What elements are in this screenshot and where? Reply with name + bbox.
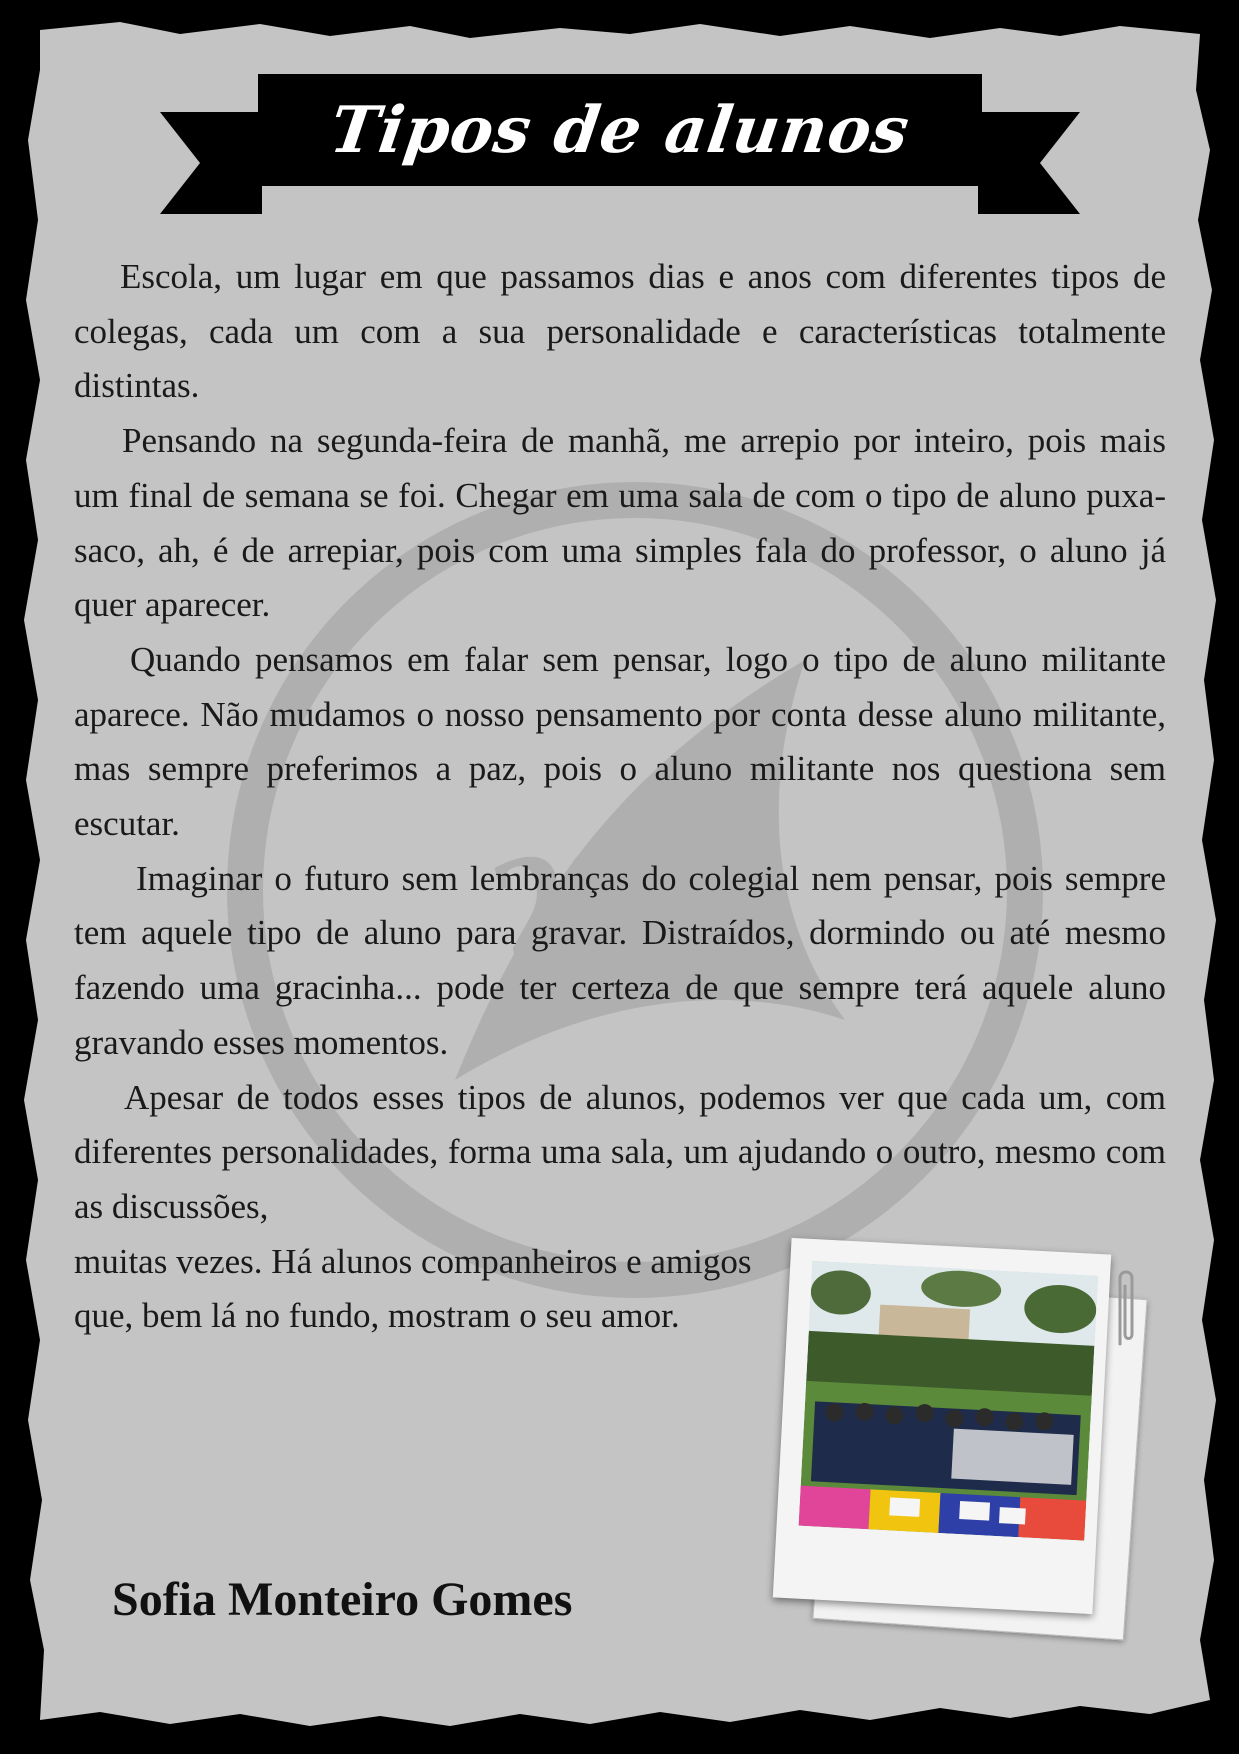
polaroid-frame bbox=[773, 1238, 1111, 1614]
paragraph-3: Quando pensamos em falar sem pensar, logo o tipo de aluno militante aparece. Não mudamos o nosso pensamento por conta desse aluno militante, mas sempre preferimos a paz, pois o aluno militante nos questiona sem escutar. bbox=[74, 639, 1166, 844]
paragraph-4: Imaginar o futuro sem lembranças do colegial nem pensar, pois sempre tem aquele tipo de aluno para gravar. Distraídos, dormindo ou até mesmo fazendo uma gracinha... pode ter certeza de que sempre terá aquele aluno gravando esses momentos. bbox=[74, 858, 1166, 1062]
paragraph-2: Pensando na segunda-feira de manhã, me arrepio por inteiro, pois mais um final de semana se foi. Chegar em uma sala de com o tipo de aluno puxa-saco, ah, é de arrepiar, pois com uma simples fala do professor, o aluno já quer aparecer. bbox=[74, 421, 1166, 625]
paragraph-5-part-1: Apesar de todos esses tipos de alunos, podemos ver que cada um, com diferentes personalidades, forma uma sala, um ajudando o outro, mesmo com as discussões, bbox=[74, 1077, 1166, 1226]
watermark-text: 21D bbox=[475, 768, 769, 996]
polaroid-photo-group bbox=[772, 1236, 1172, 1656]
class-group-photo bbox=[799, 1261, 1098, 1541]
photo-illustration bbox=[799, 1261, 1098, 1541]
page-title: Tipos de alunos bbox=[325, 92, 915, 168]
article-body bbox=[74, 250, 1166, 1344]
author-name: Sofia Monteiro Gomes bbox=[112, 1573, 573, 1626]
paragraph-5-part-2: muitas vezes. Há alunos companheiros e amigos que, bem lá no fundo, mostram o seu amor. bbox=[74, 1241, 752, 1336]
paperclip-icon bbox=[1112, 1264, 1140, 1354]
paragraph-1: Escola, um lugar em que passamos dias e anos com diferentes tipos de colegas, cada um com a sua personalidade e características totalmente distintas. bbox=[74, 257, 1166, 406]
